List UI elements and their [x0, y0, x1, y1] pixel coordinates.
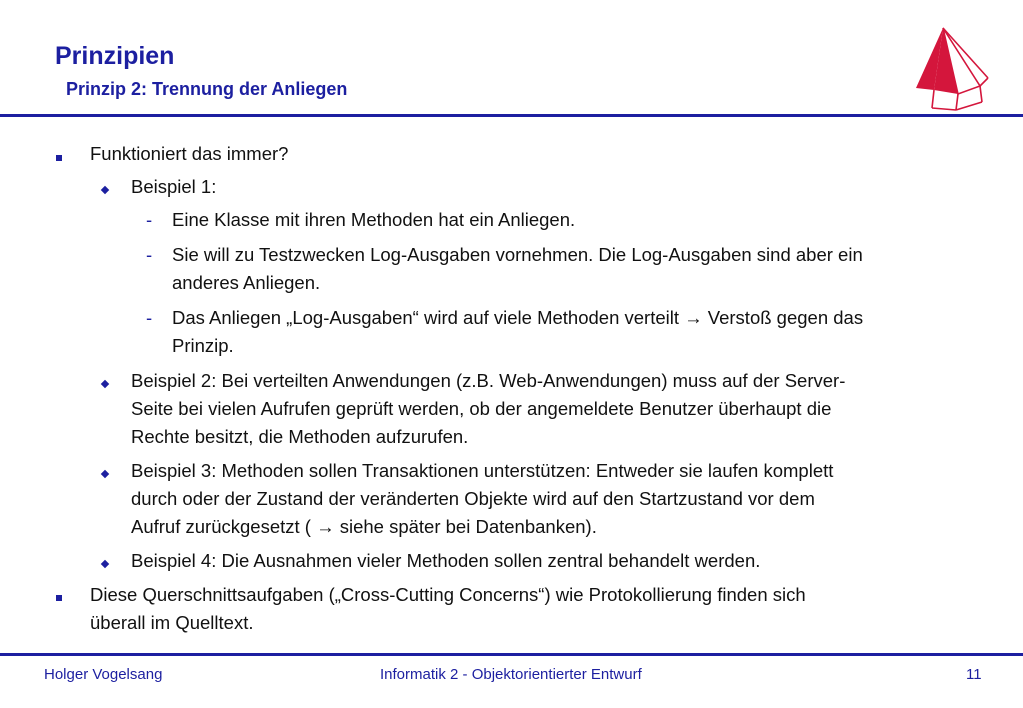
bullet-text — [172, 304, 863, 332]
dash-bullet-icon: - — [146, 307, 153, 328]
bullet-text: Prinzip. — [172, 335, 234, 356]
footer-author: Holger Vogelsang — [44, 666, 163, 683]
footer-page-number: 11 — [966, 666, 982, 683]
right-arrow-icon: → — [684, 307, 703, 328]
bullet-text: Funktioniert das immer? — [90, 143, 289, 164]
footer-divider — [0, 653, 1023, 656]
bullet-text-part: Aufruf zurückgesetzt ( — [131, 516, 311, 537]
dash-bullet-icon: - — [146, 244, 153, 265]
bullet-text: Sie will zu Testzwecken Log-Ausgaben vornehmen. Die Log-Ausgaben sind aber ein — [172, 244, 863, 265]
bullet-text: Seite bei vielen Aufrufen geprüft werden, ob der angemeldete Benutzer überhaupt die — [131, 398, 832, 419]
diamond-bullet-icon — [101, 560, 109, 568]
right-arrow-icon: → — [316, 516, 335, 537]
bullet-text-part: Das Anliegen „Log-Ausgaben“ wird auf viele Methoden verteilt — [172, 307, 679, 328]
bullet-text: Eine Klasse mit ihren Methoden hat ein Anliegen. — [172, 209, 576, 230]
page-subtitle: Prinzip 2: Trennung der Anliegen — [66, 79, 348, 99]
diamond-bullet-icon — [101, 380, 109, 388]
bullet-text: Rechte besitzt, die Methoden aufzurufen. — [131, 426, 469, 447]
bullet-text: durch oder der Zustand der veränderten Objekte wird auf den Startzustand vor dem — [131, 488, 815, 509]
diamond-bullet-icon — [101, 470, 109, 478]
square-bullet-icon — [56, 155, 62, 161]
bullet-text: Beispiel 3: Methoden sollen Transaktionen unterstützen: Entweder sie laufen komplett — [131, 460, 834, 481]
bullet-text: anderes Anliegen. — [172, 272, 321, 293]
bullet-text: Diese Querschnittsaufgaben („Cross-Cutting Concerns“) wie Protokollierung finden sich — [90, 584, 806, 605]
bullet-text — [131, 513, 597, 541]
footer-course: Informatik 2 - Objektorientierter Entwurf — [380, 666, 642, 683]
square-bullet-icon — [56, 595, 62, 601]
bullet-text-part: Verstoß gegen das — [707, 307, 864, 328]
bullet-text: Beispiel 2: Bei verteilten Anwendungen (z.B. Web-Anwendungen) muss auf der Server- — [131, 370, 846, 391]
dash-bullet-icon: - — [146, 209, 153, 230]
diamond-bullet-icon — [101, 186, 109, 194]
bullet-text-part: siehe später bei Datenbanken). — [339, 516, 597, 537]
header-divider — [0, 114, 1023, 117]
bullet-text: Beispiel 1: — [131, 176, 217, 197]
bullet-text: überall im Quelltext. — [90, 612, 254, 633]
bullet-text: Beispiel 4: Die Ausnahmen vieler Methoden sollen zentral behandelt werden. — [131, 550, 761, 571]
page-title: Prinzipien — [55, 42, 175, 70]
sail-logo-icon — [910, 24, 992, 112]
